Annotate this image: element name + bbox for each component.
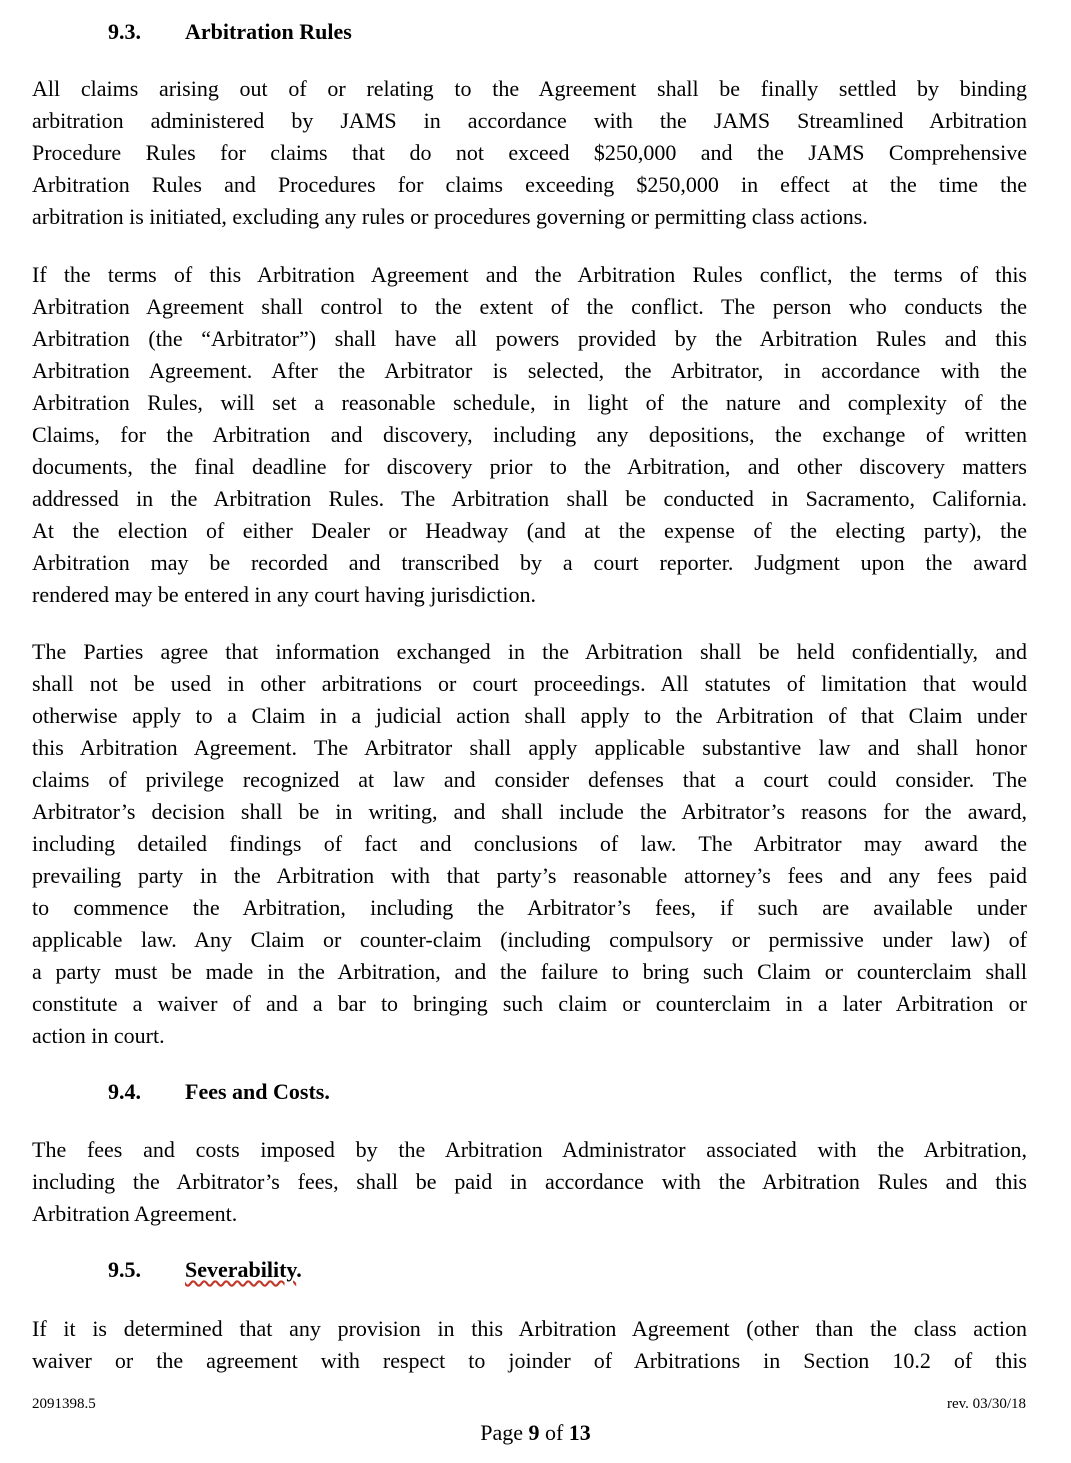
section-number: 9.5.	[108, 1257, 141, 1282]
text-line: Arbitrator’s decision shall be in writing, and shall include the Arbitrator’s reasons for the award,	[32, 799, 1027, 824]
text-line: claims of privilege recognized at law and consider defenses that a court could consider. The	[32, 767, 1027, 792]
paragraph-arbitration-rules	[32, 73, 1027, 233]
paragraph-severability	[32, 1313, 1027, 1377]
text-line: If it is determined that any provision in this Arbitration Agreement (other than the class action	[32, 1316, 1027, 1341]
text-line: rendered may be entered in any court having jurisdiction.	[32, 582, 536, 607]
text-line: Arbitration Rules, will set a reasonable schedule, in light of the nature and complexity of the	[32, 390, 1027, 415]
text-line: addressed in the Arbitration Rules. The Arbitration shall be conducted in Sacramento, California.	[32, 486, 1027, 511]
section-heading-9-4	[108, 1079, 330, 1105]
text-line: The Parties agree that information exchanged in the Arbitration shall be held confidentially, and	[32, 639, 1027, 664]
text-line: Arbitration Agreement shall control to the extent of the conflict. The person who conducts the	[32, 294, 1027, 319]
text-line: Arbitration Agreement. After the Arbitrator is selected, the Arbitrator, in accordance with the	[32, 358, 1027, 383]
section-title: Arbitration Rules	[185, 19, 352, 44]
page-sep: of	[544, 1420, 564, 1445]
text-line: Procedure Rules for claims that do not exceed $250,000 and the JAMS Comprehensive	[32, 140, 1027, 165]
paragraph-fees	[32, 1134, 1027, 1230]
text-line: arbitration is initiated, excluding any rules or procedures governing or permitting class actions.	[32, 204, 868, 229]
footer-doc-id: 2091398.5	[32, 1396, 96, 1412]
text-line: arbitration administered by JAMS in accordance with the JAMS Streamlined Arbitration	[32, 108, 1027, 133]
page-number	[0, 1420, 1071, 1446]
text-line: Arbitration (the “Arbitrator”) shall have all powers provided by the Arbitration Rules and this	[32, 326, 1027, 351]
text-line: At the election of either Dealer or Headway (and at the expense of the electing party), the	[32, 518, 1027, 543]
text-line: Claims, for the Arbitration and discovery, including any depositions, the exchange of written	[32, 422, 1027, 447]
text-line: including the Arbitrator’s fees, shall be paid in accordance with the Arbitration Rules and this	[32, 1169, 1027, 1194]
text-line: shall not be used in other arbitrations or court proceedings. All statutes of limitation that would	[32, 671, 1027, 696]
text-line: prevailing party in the Arbitration with that party’s reasonable attorney’s fees and any fees paid	[32, 863, 1027, 888]
text-line: otherwise apply to a Claim in a judicial action shall apply to the Arbitration of that Claim under	[32, 703, 1027, 728]
text-line: applicable law. Any Claim or counter-claim (including compulsory or permissive under law) of	[32, 927, 1027, 952]
text-line: Arbitration Rules and Procedures for claims exceeding $250,000 in effect at the time the	[32, 172, 1027, 197]
text-line: waiver or the agreement with respect to joinder of Arbitrations in Section 10.2 of this	[32, 1348, 1027, 1373]
page-prefix: Page	[480, 1420, 523, 1445]
text-line: Arbitration may be recorded and transcribed by a court reporter. Judgment upon the award	[32, 550, 1027, 575]
section-number: 9.3.	[108, 19, 141, 44]
text-line: The fees and costs imposed by the Arbitration Administrator associated with the Arbitration,	[32, 1137, 1027, 1162]
text-line: action in court.	[32, 1023, 165, 1048]
paragraph-confidentiality	[32, 636, 1027, 1052]
section-title: Severability	[185, 1257, 297, 1282]
text-line: If the terms of this Arbitration Agreement and the Arbitration Rules conflict, the terms of this	[32, 262, 1027, 287]
page-current: 9	[528, 1420, 540, 1445]
text-line: to commence the Arbitration, including the Arbitrator’s fees, if such are available under	[32, 895, 1027, 920]
section-title-suffix: .	[296, 1257, 302, 1282]
section-title: Fees and Costs.	[185, 1079, 330, 1104]
page-total: 13	[568, 1420, 591, 1445]
text-line: this Arbitration Agreement. The Arbitrator shall apply applicable substantive law and shall honor	[32, 735, 1027, 760]
paragraph-conflict	[32, 259, 1027, 611]
text-line: a party must be made in the Arbitration, and the failure to bring such Claim or counterclaim shall	[32, 959, 1027, 984]
section-number: 9.4.	[108, 1079, 141, 1104]
text-line: Arbitration Agreement.	[32, 1201, 238, 1226]
footer-revision: rev. 03/30/18	[946, 1396, 1026, 1412]
text-line: constitute a waiver of and a bar to bringing such claim or counterclaim in a later Arbitration or	[32, 991, 1027, 1016]
text-line: including detailed findings of fact and conclusions of law. The Arbitrator may award the	[32, 831, 1027, 856]
section-heading-9-5	[108, 1257, 302, 1283]
text-line: All claims arising out of or relating to the Agreement shall be finally settled by binding	[32, 76, 1027, 101]
text-line: documents, the final deadline for discovery prior to the Arbitration, and other discovery matters	[32, 454, 1027, 479]
section-heading-9-3	[108, 19, 352, 45]
